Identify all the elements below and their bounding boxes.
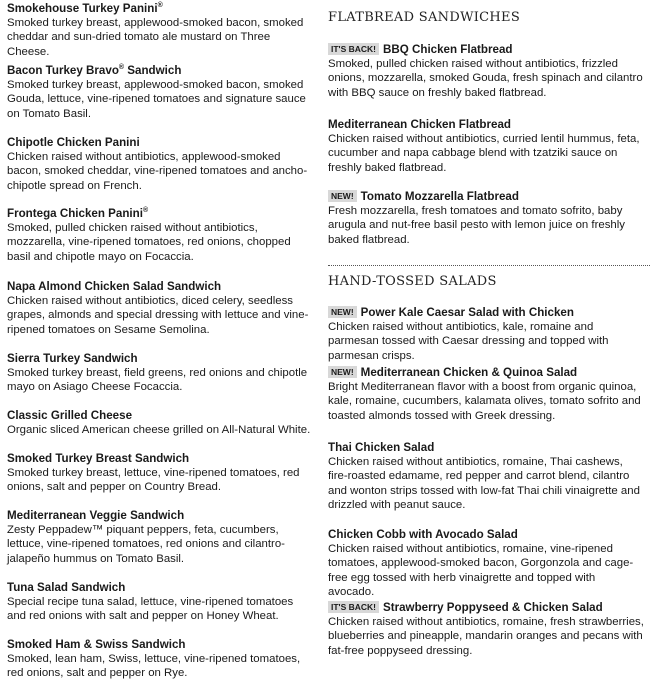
status-badge: NEW! [328, 366, 357, 378]
item-description: Smoked turkey breast, lettuce, vine-ripened tomatoes, red onions, salt and pepper on Country Bread. [7, 467, 300, 494]
item-name: Chicken Cobb with Avocado Salad [328, 528, 518, 541]
item-name: Frontega Chicken Panini [7, 207, 143, 220]
status-badge: IT'S BACK! [328, 43, 379, 55]
item-description: Chicken raised without antibiotics, romaine, fresh strawberries, blueberries and pineapple, mandarin oranges and pecans with fat-free poppyseed dressing. [328, 616, 644, 657]
status-badge: NEW! [328, 306, 357, 318]
item-description: Chicken raised without antibiotics, kale, romaine and parmesan tossed with Caesar dressing and topped with parmesan crisps. [328, 321, 609, 362]
status-badge: NEW! [328, 190, 357, 202]
item-name: Classic Grilled Cheese [7, 409, 133, 422]
menu-item [7, 64, 315, 121]
menu-item [7, 581, 315, 624]
item-name: BBQ Chicken Flatbread [383, 43, 513, 56]
menu-item [7, 207, 315, 264]
menu-item [7, 638, 315, 681]
menu-item [328, 601, 644, 658]
menu-item [328, 118, 644, 175]
item-name: Mediterranean Chicken Flatbread [328, 118, 511, 131]
item-description: Special recipe tuna salad, lettuce, vine-ripened tomatoes and red onions with salt and pepper on Honey Wheat. [7, 596, 294, 623]
menu-item [7, 352, 315, 395]
item-description: Chicken raised without antibiotics, curried lentil hummus, feta, cucumber and napa cabbage blend with tzatziki sauce on freshly baked flatbread. [328, 133, 640, 174]
menu-item [328, 43, 644, 100]
item-description: Smoked turkey breast, applewood-smoked bacon, smoked cheddar and sun-dried tomato ale mustard on Three Cheese. [7, 17, 304, 58]
menu-item [328, 441, 644, 513]
item-name: Smoked Ham & Swiss Sandwich [7, 638, 186, 651]
menu-item [328, 528, 644, 600]
item-description: Fresh mozzarella, fresh tomatoes and tomato sofrito, baby arugula and nut-free basil pesto with lemon juice on freshly baked flatbread. [328, 205, 625, 246]
item-description: Smoked turkey breast, field greens, red onions and chipotle mayo on Asiago Cheese Focaccia. [7, 367, 308, 394]
menu-item [7, 509, 315, 566]
item-name: Napa Almond Chicken Salad Sandwich [7, 280, 222, 293]
item-description: Smoked turkey breast, applewood-smoked bacon, smoked Gouda, lettuce, vine-ripened tomatoes and signature sauce on Tomato Basil. [7, 79, 306, 120]
item-description: Smoked, lean ham, Swiss, lettuce, vine-ripened tomatoes, red onions, salt and pepper on Rye. [7, 653, 301, 680]
item-name: Thai Chicken Salad [328, 441, 435, 454]
item-name: Bacon Turkey Bravo [7, 64, 119, 77]
registered-mark: ® [142, 207, 149, 214]
menu-item [7, 280, 315, 337]
item-name: Smokehouse Turkey Panini [7, 2, 158, 15]
menu-item [7, 452, 315, 495]
menu-item [328, 366, 644, 423]
item-name: Chipotle Chicken Panini [7, 136, 140, 149]
item-description: Organic sliced American cheese grilled on All-Natural White. [7, 424, 311, 436]
item-description: Chicken raised without antibiotics, diced celery, seedless grapes, almonds and special dressing with lettuce and vine-ripened tomatoes on Sesame Semolina. [7, 295, 309, 336]
item-description: Chicken raised without antibiotics, applewood-smoked bacon, smoked cheddar, vine-ripened tomatoes and ancho-chipotle spread on French. [7, 151, 308, 192]
status-badge: IT'S BACK! [328, 601, 379, 613]
item-description: Smoked, pulled chicken raised without antibiotics, frizzled onions, mozzarella, smoked Gouda, fresh spinach and cilantro with BBQ sauce on freshly baked flatbread. [328, 58, 643, 99]
item-name-suffix: Sandwich [124, 64, 182, 77]
registered-mark: ® [118, 64, 125, 71]
registered-mark: ® [157, 2, 163, 9]
section-divider [328, 265, 650, 266]
item-description: Zesty Peppadew™ piquant peppers, feta, cucumbers, lettuce, vine-ripened tomatoes, red onions and cilantro-jalapeño hummus on Tomato Basil. [7, 524, 285, 565]
menu-item [328, 306, 644, 363]
item-description: Bright Mediterranean flavor with a boost from organic quinoa, kale, romaine, cucumbers, kalamata olives, tomato sofrito and toasted almonds tossed with Greek dressing. [328, 381, 641, 422]
menu-item [7, 136, 315, 193]
item-name: Tomato Mozzarella Flatbread [360, 190, 519, 203]
item-name: Mediterranean Chicken & Quinoa Salad [360, 366, 578, 379]
item-name: Power Kale Caesar Salad with Chicken [360, 306, 574, 319]
item-name: Tuna Salad Sandwich [7, 581, 126, 594]
menu-item [7, 409, 315, 437]
item-description: Chicken raised without antibiotics, romaine, vine-ripened tomatoes, applewood-smoked bacon, Gorgonzola and cage-free egg tossed with herb vinaigrette and topped with avocado. [328, 543, 634, 599]
item-name: Strawberry Poppyseed & Chicken Salad [383, 601, 603, 614]
item-name: Smoked Turkey Breast Sandwich [7, 452, 190, 465]
item-name: Sierra Turkey Sandwich [7, 352, 138, 365]
item-description: Smoked, pulled chicken raised without antibiotics, mozzarella, vine-ripened tomatoes, red onions, chopped basil and chipotle mayo on Focaccia. [7, 222, 291, 263]
menu-item [7, 2, 315, 59]
item-name: Mediterranean Veggie Sandwich [7, 509, 185, 522]
menu-item [328, 190, 644, 247]
item-description: Chicken raised without antibiotics, romaine, Thai cashews, fire-roasted edamame, red pepper and carrot blend, cilantro and wonton strips tossed with low-fat Thai chili vinaigrette and drizzled with peanut sauce. [328, 456, 640, 512]
section-title-flatbread: FLATBREAD SANDWICHES [328, 10, 521, 25]
section-title-salads: HAND-TOSSED SALADS [328, 274, 497, 289]
